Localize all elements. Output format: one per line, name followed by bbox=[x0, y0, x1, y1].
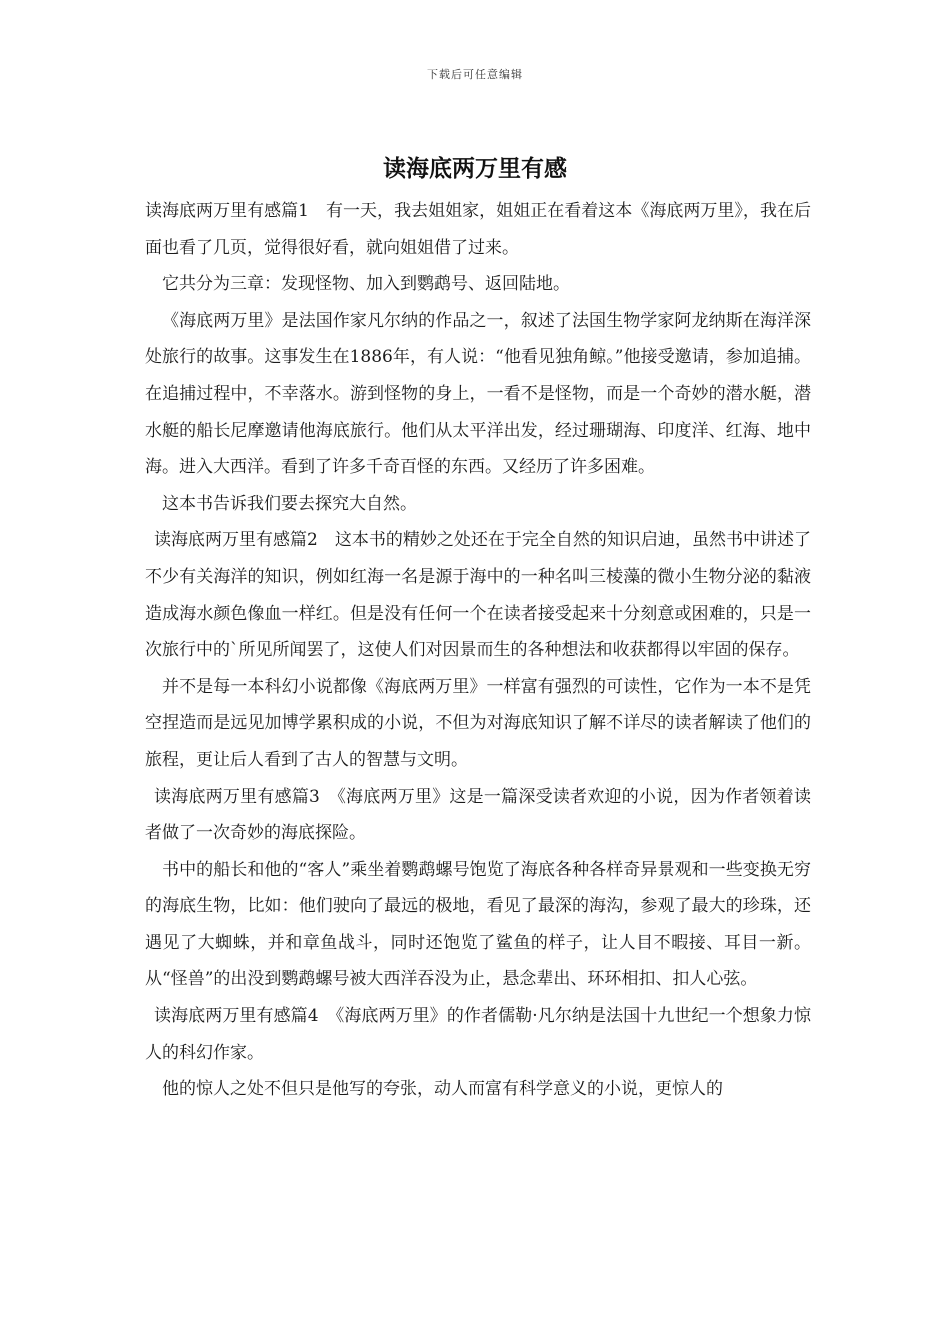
paragraph-5: 读海底两万里有感篇2 这本书的精妙之处还在于完全自然的知识启迪，虽然书中讲述了不少有关海洋的知识，例如红海一名是源于海中的一种名叫三棱藻的微小生物分泌的黏液造成海水颜色像血一样红。但是没有任何一个在读者接受起来十分刻意或困难的，只是一次旅行中的`所见所闻罢了，这使人们对因景而生的各种想法和收获都得以牢固的保存。 bbox=[145, 530, 811, 661]
paragraph-7: 读海底两万里有感篇3 《海底两万里》这是一篇深受读者欢迎的小说，因为作者领着读者做了一次奇妙的海底探险。 bbox=[145, 786, 811, 844]
document-body bbox=[145, 193, 811, 1108]
paragraph-9: 读海底两万里有感篇4 《海底两万里》的作者儒勒·凡尔纳是法国十九世纪一个想象力惊人的科幻作家。 bbox=[145, 1006, 811, 1063]
paragraph-6: 并不是每一本科幻小说都像《海底两万里》一样富有强烈的可读性，它作为一本不是凭空捏造而是远见加博学累积成的小说，不但为对海底知识了解不详尽的读者解读了他们的旅程，更让后人看到了古人的智慧与文明。 bbox=[145, 676, 811, 770]
document-title: 读海底两万里有感 bbox=[383, 156, 567, 182]
header-note: 下载后可任意编辑 bbox=[427, 68, 523, 81]
paragraph-3: 《海底两万里》是法国作家凡尔纳的作品之一，叙述了法国生物学家阿龙纳斯在海洋深处旅行的故事。这事发生在1886年，有人说：“他看见独角鲸。”他接受邀请，参加追捕。在追捕过程中，不幸落水。游到怪物的身上，一看不是怪物，而是一个奇妙的潜水艇，潜水艇的船长尼摩邀请他海底旅行。他们从太平洋出发，经过珊瑚海、印度洋、红海、地中海。进入大西洋。看到了许多千奇百怪的东西。又经历了许多困难。 bbox=[145, 310, 811, 478]
paragraph-1: 读海底两万里有感篇1 有一天，我去姐姐家，姐姐正在看着这本《海底两万里》，我在后面也看了几页，觉得很好看，就向姐姐借了过来。 bbox=[145, 201, 811, 258]
paragraph-10: 他的惊人之处不但只是他写的夸张，动人而富有科学意义的小说，更惊人的 bbox=[162, 1079, 723, 1100]
paragraph-4: 这本书告诉我们要去探究大自然。 bbox=[162, 493, 417, 514]
paragraph-8: 书中的船长和他的“客人”乘坐着鹦鹉螺号饱览了海底各种各样奇异景观和一些变换无穷的海底生物，比如：他们驶向了最远的极地，看见了最深的海沟，参观了最大的珍珠，还遇见了大蜘蛛，并和章鱼战斗，同时还饱览了鲨鱼的样子，让人目不暇接、耳目一新。从“怪兽”的出没到鹦鹉螺号被大西洋吞没为止，悬念辈出、环环相扣、扣人心弦。 bbox=[145, 859, 811, 990]
paragraph-2: 它共分为三章：发现怪物、加入到鹦鹉号、返回陆地。 bbox=[162, 274, 570, 295]
